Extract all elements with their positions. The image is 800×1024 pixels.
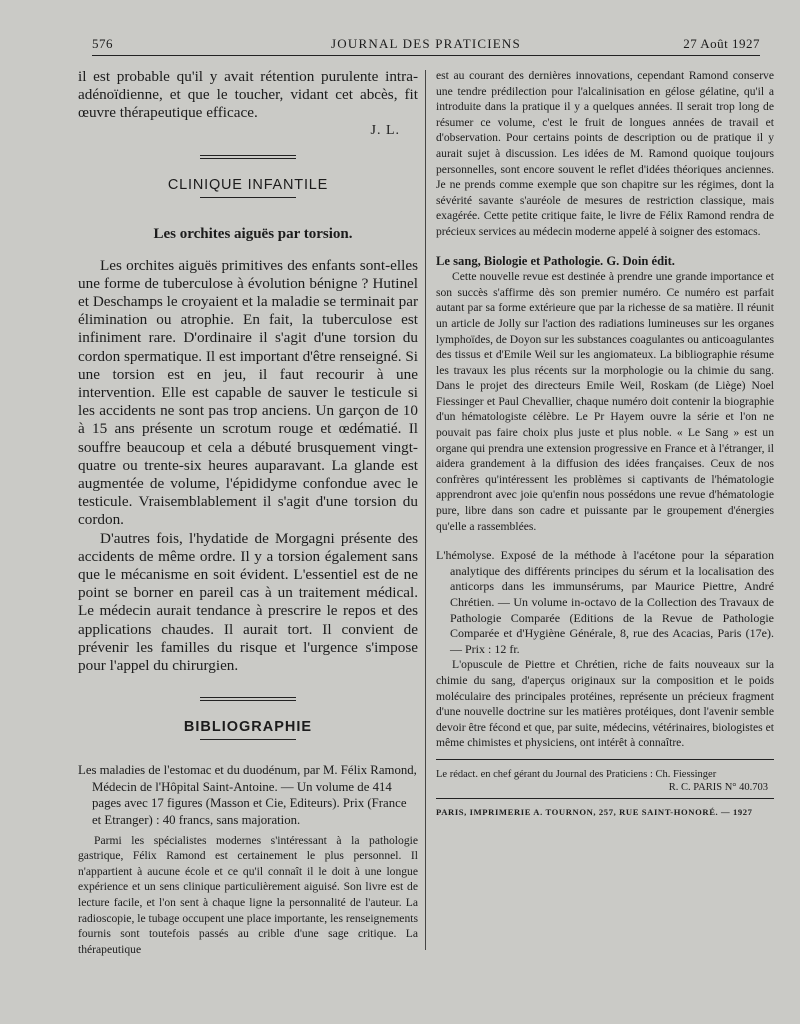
article-paragraph: D'autres fois, l'hydatide de Morgagni présente des accidents de même ordre. Il y a torsion également sans que le mécanisme en soit évident. L'essentiel est de ne point se borner en pareil cas à un traitement médical. Le médecin aurait tendance à prescrire le repos et des applications chaudes. Il aurait tort. Il convient de prévenir les familles du risque et l'urgence s'impose pour l'appel du chirurgien.	[78, 529, 418, 675]
issue-date: 27 Août 1927	[683, 36, 760, 51]
review-entry-heading: L'hémolyse. Exposé de la méthode à l'acétone pour la séparation analytique des différents principes du sérum et la localisation des anticorps dans les immunsérums, par Maurice Piettre, André Chrétien. — Un volume in-octavo de la Collection des Travaux de Pathologie Comparée (Editions de la Revue de Pathologie Comparée et d'Hygiène Générale, 8, rue des Acacias, Paris (17e). — Prix : 12 fr.	[436, 548, 774, 656]
section-divider	[200, 697, 296, 701]
article-title: Les orchites aiguës par torsion.	[153, 225, 353, 242]
author-signature: J. L.	[370, 122, 400, 138]
article-paragraph: Les orchites aiguës primitives des enfants sont-elles une forme de tuberculose à évolution bénigne ? Hutinel et Deschamps le croyaient et la maladie se terminait par élimination ou atrophie. En fait, la tuberculose est infiniment rare. D'ordinaire il s'agit d'une torsion du cordon spermatique. Il est important d'être renseigné. Si une torsion est en jeu, il faut recourir à une intervention. Elle est capable de sauver le testicule si les accidents ne sont pas trop anciens. Un garçon de 10 à 15 ans présente un scrotum rouge et œdématié. Il souffre beaucoup et cela a débuté brusquement vingt-quatre ou trente-six heures auparavant. La glande est augmentée de volume, l'épididyme confondue avec le testicule. Vraisemblablement il s'agit d'une torsion du cordon.	[78, 256, 418, 529]
editor-note	[436, 768, 774, 794]
footer-rule	[436, 759, 774, 760]
section-divider	[200, 155, 296, 159]
review-entry-heading: Le sang, Biologie et Pathologie. G. Doin édit.	[436, 253, 675, 268]
review-entry-body: L'opuscule de Piettre et Chrétien, riche de faits nouveaux sur la chimie du sang, d'aperçus originaux sur la composition et le poids moléculaire des principales protéines, représente un précieux fragment d'une nouvelle doctrine sur les matières protéiques, dont l'avenir semble devoir être fécond et que, par suite, médecins, vétérinaires, biologistes et même chimistes et physiciens, ont intérêt à connaître.	[436, 658, 774, 750]
review-continuation: est au courant des dernières innovations, cependant Ramond conserve une tendre prédilection pour l'alcalinisation en gélose gélatine, qu'il a introduite dans la pratique il y a quelques années. Il serait trop long de résumer ce volume, c'est le fruit de longues années de travail et d'observation. Pour certains points de description ou de pratique il y aurait sujet à discussion. Les idées de M. Ramond quoique toujours personnelles, sont encore souvent le reflet d'idées théoriques anciennes. Je ne prends comme exemple que son chapitre sur les régimes, dont la sévérité savante s'auréole de mesures de restriction classique, mais exagérée. Cette petite critique faite, le livre de Félix Ramond rendra de précieux services au médecin moderne appelé à soigner des estomacs.	[436, 69, 774, 238]
section-heading: CLINIQUE INFANTILE	[167, 176, 329, 193]
header-rule	[92, 55, 760, 56]
section-underline	[200, 197, 296, 198]
page-header	[92, 36, 760, 56]
printer-line: PARIS, IMPRIMERIE A. TOURNON, 257, RUE SAINT-HONORÉ. — 1927	[436, 806, 753, 817]
editor-line: Le rédact. en chef gérant du Journal des Praticiens : Ch. Fiessinger	[436, 768, 717, 780]
footer-rule	[436, 798, 774, 799]
right-column	[436, 68, 774, 817]
journal-title: JOURNAL DES PRATICIENS	[331, 36, 521, 51]
review-entry-body: Cette nouvelle revue est destinée à prendre une grande importance et son succès s'affirme dès son premier numéro. Ce numéro est parfait autant par sa forme extérieure que par la richesse de sa matière. Il réunit un article de Jolly sur l'action des radiations lumineuses sur les organes lymphoïdes, de Doyon sur les substances coagulantes ou anticoagulantes des tissus et d'Emile Weil sur les angiomateux. La bibliographie résume les travaux les plus récents sur la morphologie ou la chimie du sang. Dans le projet des directeurs Emile Weil, Roskam (de Liège) Noel Fiessinger et Paul Chevallier, chaque numéro doit contenir la biographie d'un hématologiste célèbre. Le Pr Hayem ouvre la série et l'on ne pouvait pas faire choix plus juste et plus noble. « Le Sang » est un organe qui prendra une extension progressive en France et à l'étranger, il aidera grandement à la diffusion des idées françaises. Ceux de nos confrères qu'intéressent les problèmes si captivants de l'hématologie apprendront avec joie qu'enfin nous possédons une revue d'hématologie pure, libre dans son cadre et puissante par le groupement d'énergies qu'elle a rassemblées.	[436, 270, 774, 533]
column-divider	[425, 70, 426, 950]
bibliography-heading: BIBLIOGRAPHIE	[183, 719, 313, 736]
left-column	[78, 68, 418, 957]
previous-article-ending: il est probable qu'il y avait rétention purulente intra-adénoïdienne, et que le toucher, vidant cet abcès, fit œuvre thérapeutique efficace.	[78, 68, 418, 122]
page-number: 576	[92, 36, 113, 51]
registry-line: R. C. PARIS N° 40.703	[668, 781, 768, 793]
review-entry-heading: Les maladies de l'estomac et du duodénum, par M. Félix Ramond, Médecin de l'Hôpital Saint-Antoine. — Un volume de 414 pages avec 17 figures (Masson et Cie, Editeurs). Prix (France et Etranger) : 40 francs, sans majoration.	[78, 763, 417, 828]
review-entry-body: Parmi les spécialistes modernes s'intéressant à la pathologie gastrique, Félix Ramond est certainement le plus personnel. Il n'appartient à aucune école et ce qu'il connaît il le doit à une longue expérience et un sens clinique particulièrement aiguisé. Son livre est de lecture facile, et l'on sent à chaque ligne la personnalité de l'auteur. La radioscopie, le tubage occupent une place importante, les renseignements fournis sont toutefois passés au crible d'une sage critique. La thérapeutique	[78, 833, 418, 956]
